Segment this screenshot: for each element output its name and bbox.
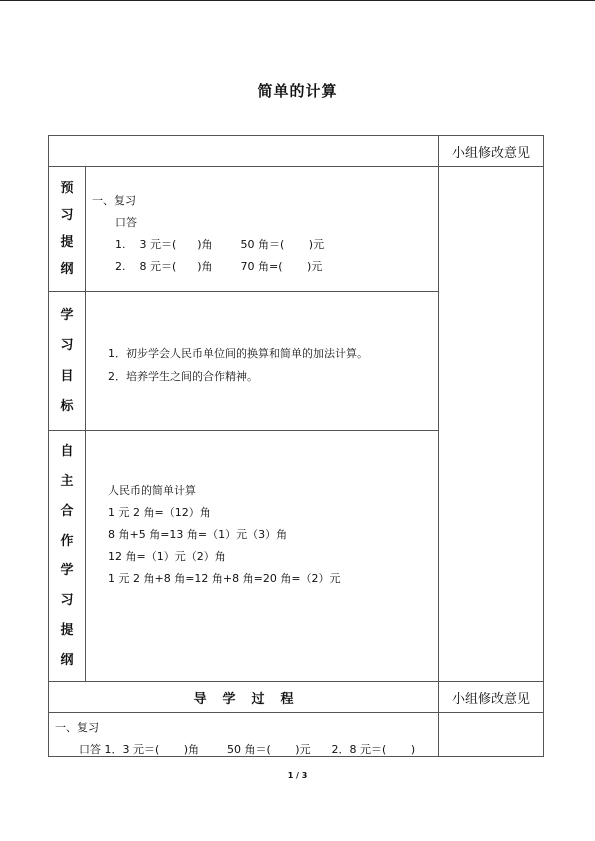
self-study-label-char: 纲 [60, 652, 74, 668]
preview-line: 一、复习 [92, 194, 136, 207]
header-blank-cell [48, 135, 439, 167]
process-content-cell [48, 712, 439, 757]
goals-content-cell [85, 291, 439, 431]
process-line: 一、复习 [55, 721, 99, 734]
self-study-line: 1 元 2 角=（12）角 [108, 506, 211, 519]
page-number: 1 / 3 [287, 771, 308, 780]
top-rule [0, 0, 595, 1]
self-study-label-char: 作 [60, 533, 74, 549]
process-feedback-blank [438, 712, 544, 757]
self-study-label-char: 习 [60, 593, 74, 609]
goals-label-char: 习 [60, 338, 74, 354]
preview-label-char: 纲 [60, 262, 74, 277]
self-study-line: 1 元 2 角+8 角=12 角+8 角=20 角=（2）元 [108, 572, 341, 585]
self-study-label-char: 学 [60, 563, 74, 579]
self-study-line: 8 角+5 角=13 角=（1）元（3）角 [108, 528, 288, 541]
preview-label-char: 预 [60, 181, 74, 196]
feedback-column [438, 166, 544, 682]
self-study-label-char: 自 [60, 444, 74, 460]
preview-content-cell [85, 166, 439, 292]
preview-line: 1. 3 元＝( )角 50 角＝( )元 [115, 238, 325, 251]
preview-label-char: 提 [60, 235, 74, 250]
process-header-label: 导学过程 [193, 691, 310, 707]
process-header-cell [48, 681, 439, 713]
preview-line: 口答 [115, 216, 137, 229]
header-feedback-cell [438, 135, 544, 167]
self-study-label-cell [48, 430, 86, 682]
preview-label-char: 习 [60, 208, 74, 223]
goals-line: 2．培养学生之间的合作精神。 [108, 370, 258, 383]
preview-line: 2. 8 元＝( )角 70 角=( )元 [115, 260, 323, 273]
self-study-content-cell [85, 430, 439, 682]
goals-label-cell [48, 291, 86, 431]
goals-label-char: 目 [60, 368, 74, 384]
preview-label-cell [48, 166, 86, 292]
self-study-line: 12 角=（1）元（2）角 [108, 550, 226, 563]
process-feedback-cell [438, 681, 544, 713]
self-study-line: 人民币的简单计算 [108, 484, 196, 497]
feedback-header-label: 小组修改意见 [451, 145, 530, 161]
process-feedback-label: 小组修改意见 [451, 691, 530, 707]
goals-line: 1．初步学会人民币单位间的换算和简单的加法计算。 [108, 347, 368, 360]
self-study-label-char: 合 [60, 503, 74, 519]
goals-label-char: 标 [60, 399, 74, 415]
page-title: 简单的计算 [257, 82, 338, 100]
self-study-label-char: 主 [60, 474, 74, 490]
process-line: 口答 1．3 元＝( )角 50 角＝( )元 2．8 元＝( ) [79, 743, 416, 756]
self-study-label-char: 提 [60, 622, 74, 638]
goals-label-char: 学 [60, 307, 74, 323]
